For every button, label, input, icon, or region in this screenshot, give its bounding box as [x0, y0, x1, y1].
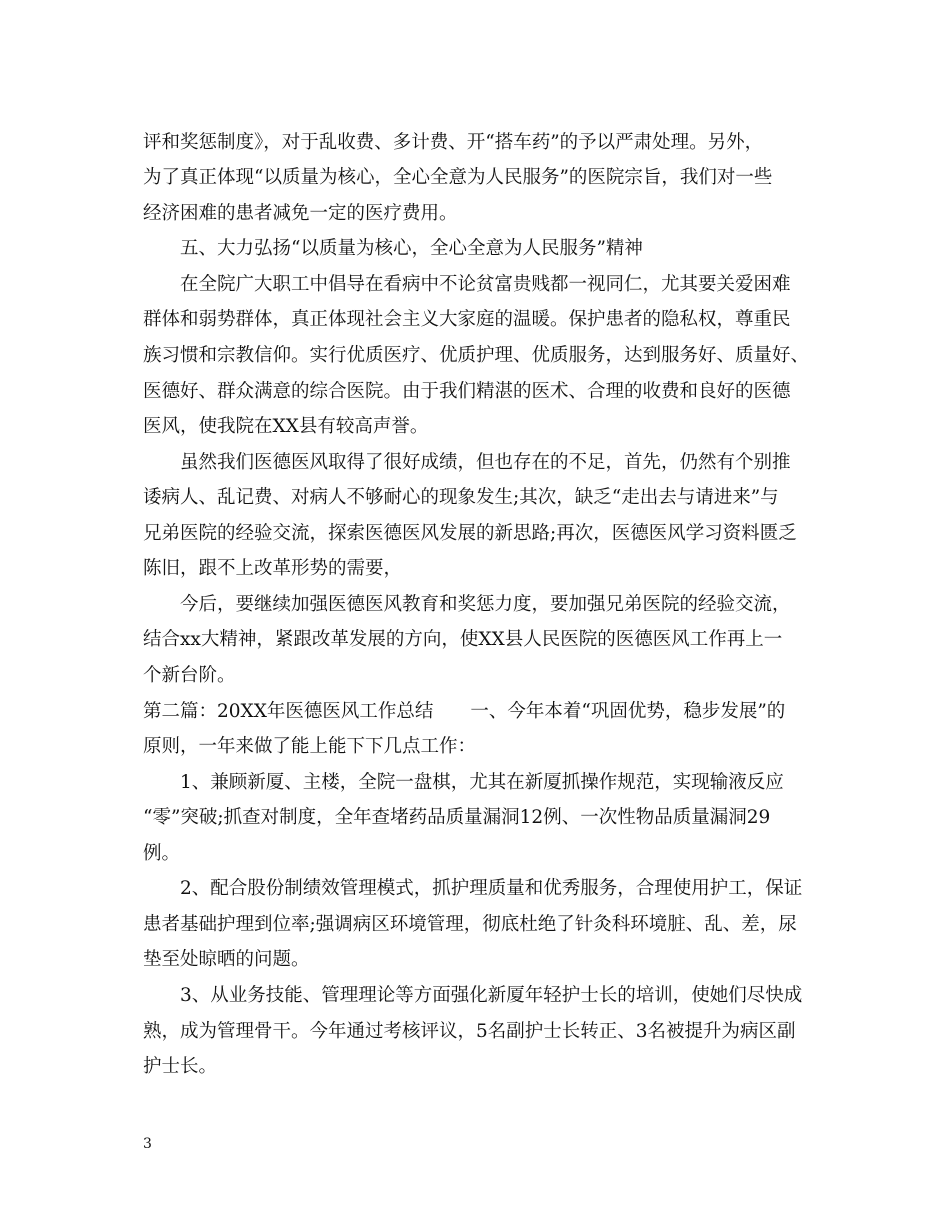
text-line: 3、从业务技能、管理理论等方面强化新厦年轻护士长的培训，使她们尽快成 — [180, 985, 803, 1006]
text-line: 垫至处晾晒的问题。 — [143, 949, 310, 970]
text-line: 经济困难的患者减免一定的医疗费用。 — [143, 203, 458, 224]
text-line: 例。 — [143, 843, 181, 864]
text-line: 医风，使我院在XX县有较高声誉。 — [143, 416, 429, 437]
text-line: 虽然我们医德医风取得了很好成绩，但也存在的不足，首先，仍然有个别推 — [180, 452, 791, 473]
text-line: 护士长。 — [143, 1056, 218, 1077]
text-line: 结合xx大精神，紧跟改革发展的方向，使XX县人民医院的医德医风工作再上一 — [143, 629, 783, 650]
section-heading: 五、大力弘扬“以质量为核心，全心全意为人民服务”精神 — [180, 238, 643, 259]
text-line: 今后，要继续加强医德医风教育和奖惩力度，要加强兄弟医院的经验交流， — [180, 594, 791, 615]
text-line: 陈旧，跟不上改革形势的需要， — [143, 558, 403, 579]
text-line: 1、兼顾新厦、主楼，全院一盘棋，尤其在新厦抓操作规范，实现输液反应 — [180, 772, 784, 793]
text-line: 原则，一年来做了能上能下下几点工作： — [143, 736, 477, 757]
text-line: 为了真正体现“以质量为核心，全心全意为人民服务”的医院宗旨，我们对一些 — [143, 167, 773, 188]
text-line: 兄弟医院的经验交流，探索医德医风发展的新思路;再次，医德医风学习资料匮乏 — [143, 523, 797, 544]
text-line: 评和奖惩制度》，对于乱收费、多计费、开“搭车药”的予以严肃处理。另外， — [143, 132, 764, 153]
page-number: 3 — [143, 1136, 152, 1152]
text-line: 群体和弱势群体，真正体现社会主义大家庭的温暖。保护患者的隐私权，尊重民 — [143, 309, 791, 330]
text-line: 个新台阶。 — [143, 665, 236, 686]
text-line: 熟，成为管理骨干。今年通过考核评议，5名副护士长转正、3名被提升为病区副 — [143, 1021, 796, 1042]
text-line: 诿病人、乱记费、对病人不够耐心的现象发生;其次，缺乏“走出去与请进来”与 — [143, 487, 779, 508]
text-line: 在全院广大职工中倡导在看病中不论贫富贵贱都一视同仁，尤其要关爱困难 — [180, 274, 791, 295]
text-line: 患者基础护理到位率;强调病区环境管理，彻底杜绝了针灸科环境脏、乱、差，尿 — [143, 914, 797, 935]
text-line: 医德好、群众满意的综合医院。由于我们精湛的医术、合理的收费和良好的医德 — [143, 381, 791, 402]
text-line: 2、配合股份制绩效管理模式，抓护理质量和优秀服务，合理使用护工，保证 — [180, 878, 803, 899]
text-line: “零”突破;抓查对制度，全年查堵药品质量漏洞12例、一次性物品质量漏洞29 — [143, 807, 771, 828]
text-line: 族习惯和宗教信仰。实行优质医疗、优质护理、优质服务，达到服务好、质量好、 — [143, 345, 810, 366]
text-line: 第二篇：20XX年医德医风工作总结 一、今年本着“巩固优势，稳步发展”的 — [143, 701, 786, 722]
